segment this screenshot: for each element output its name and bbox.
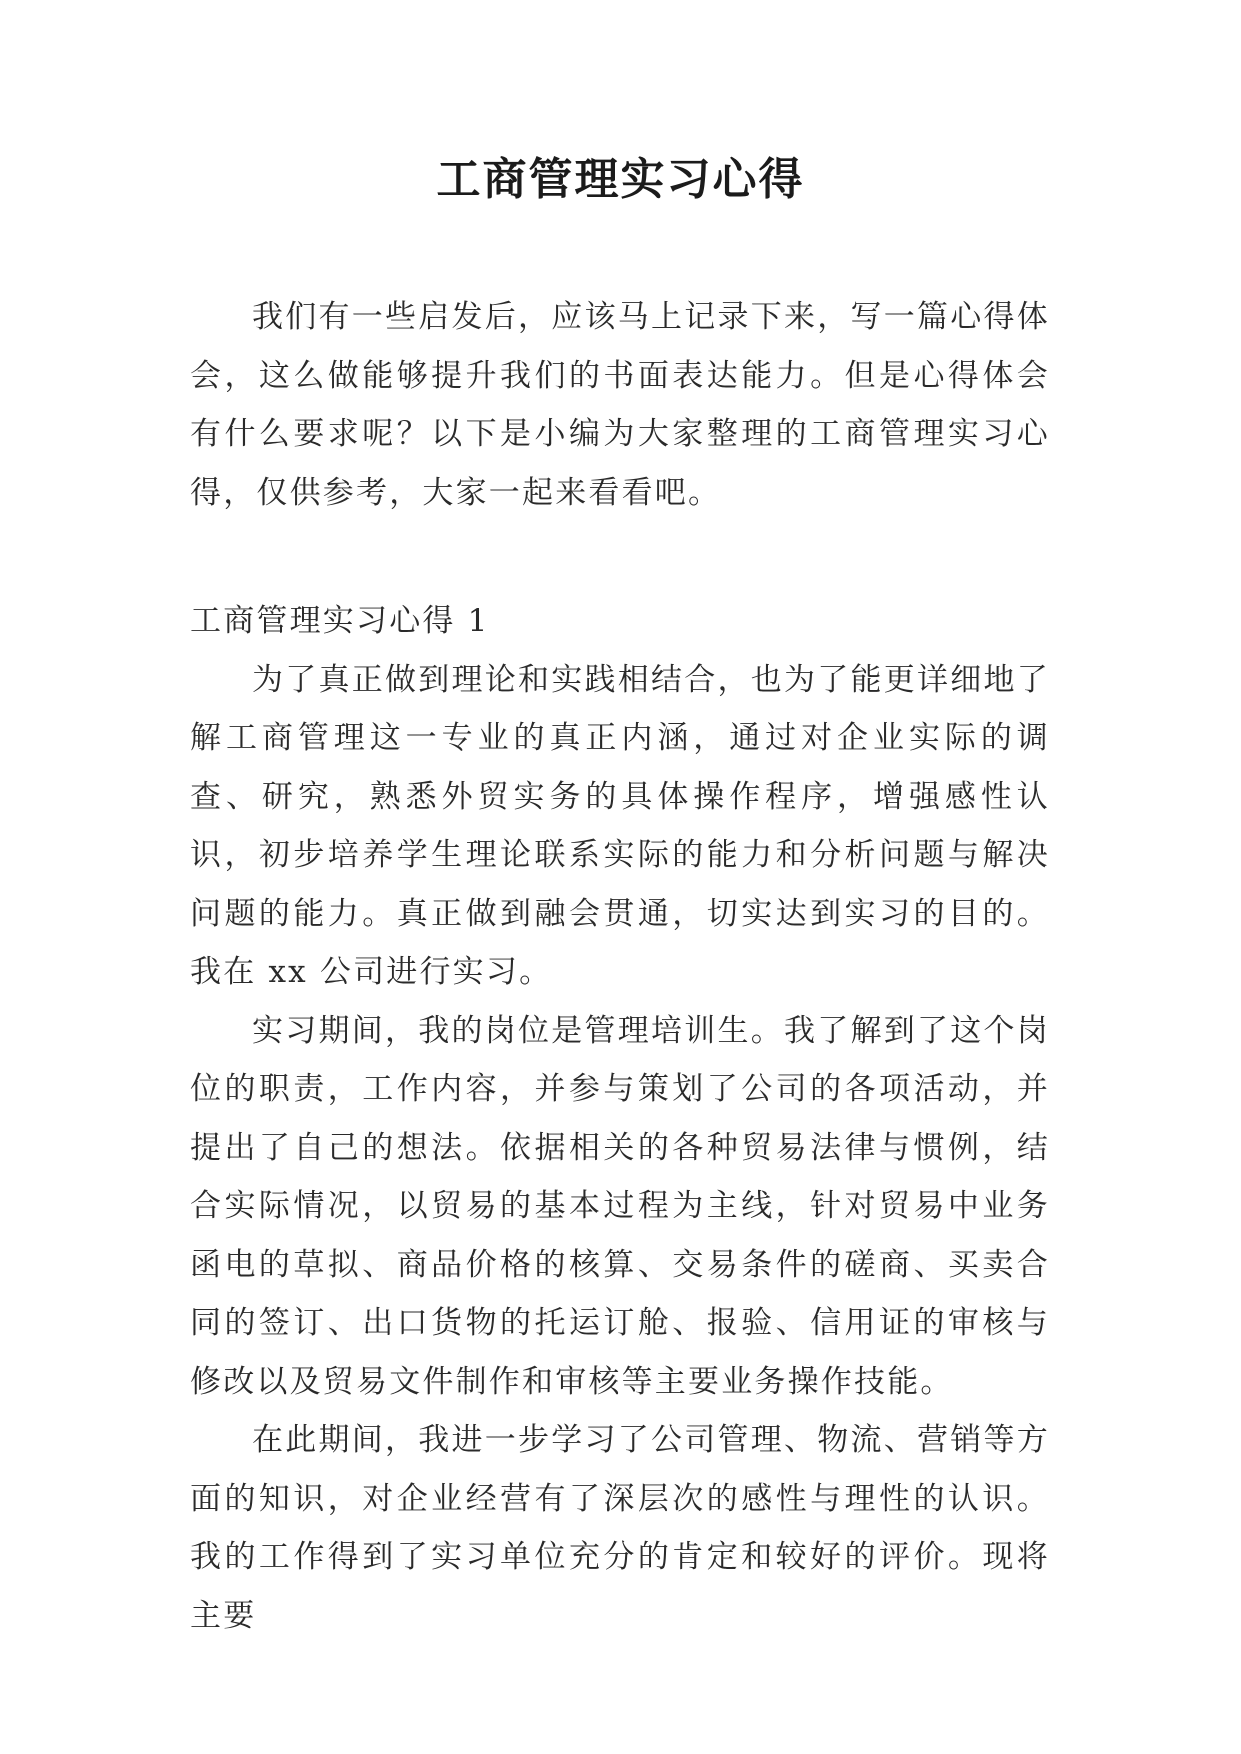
section-heading: 工商管理实习心得 1	[190, 603, 490, 639]
document-title: 工商管理实习心得	[436, 154, 805, 205]
body-paragraph-3: 在此期间，我进一步学习了公司管理、物流、营销等方面的知识，对企业经营有了深层次的感性与理性的认识。我的工作得到了实习单位充分的肯定和较好的评价。现将主要	[190, 1422, 1050, 1634]
document-body	[190, 288, 1050, 1645]
body-paragraph-2: 实习期间，我的岗位是管理培训生。我了解到了这个岗位的职责，工作内容，并参与策划了公司的各项活动，并提出了自己的想法。依据相关的各种贸易法律与惯例，结合实际情况，以贸易的基本过程为主线，针对贸易中业务函电的草拟、商品价格的核算、交易条件的磋商、买卖合同的签订、出口货物的托运订舱、报验、信用证的审核与修改以及贸易文件制作和审核等主要业务操作技能。	[190, 1012, 1050, 1400]
intro-paragraph: 我们有一些启发后，应该马上记录下来，写一篇心得体会，这么做能够提升我们的书面表达能力。但是心得体会有什么要求呢？以下是小编为大家整理的工商管理实习心得，仅供参考，大家一起来看看吧。	[190, 299, 1050, 511]
body-paragraph-1: 为了真正做到理论和实践相结合，也为了能更详细地了解工商管理这一专业的真正内涵，通过对企业实际的调查、研究，熟悉外贸实务的具体操作程序，增强感性认识，初步培养学生理论联系实际的能力和分析问题与解决问题的能力。真正做到融会贯通，切实达到实习的目的。我在 xx 公司进行实习。	[190, 661, 1050, 990]
